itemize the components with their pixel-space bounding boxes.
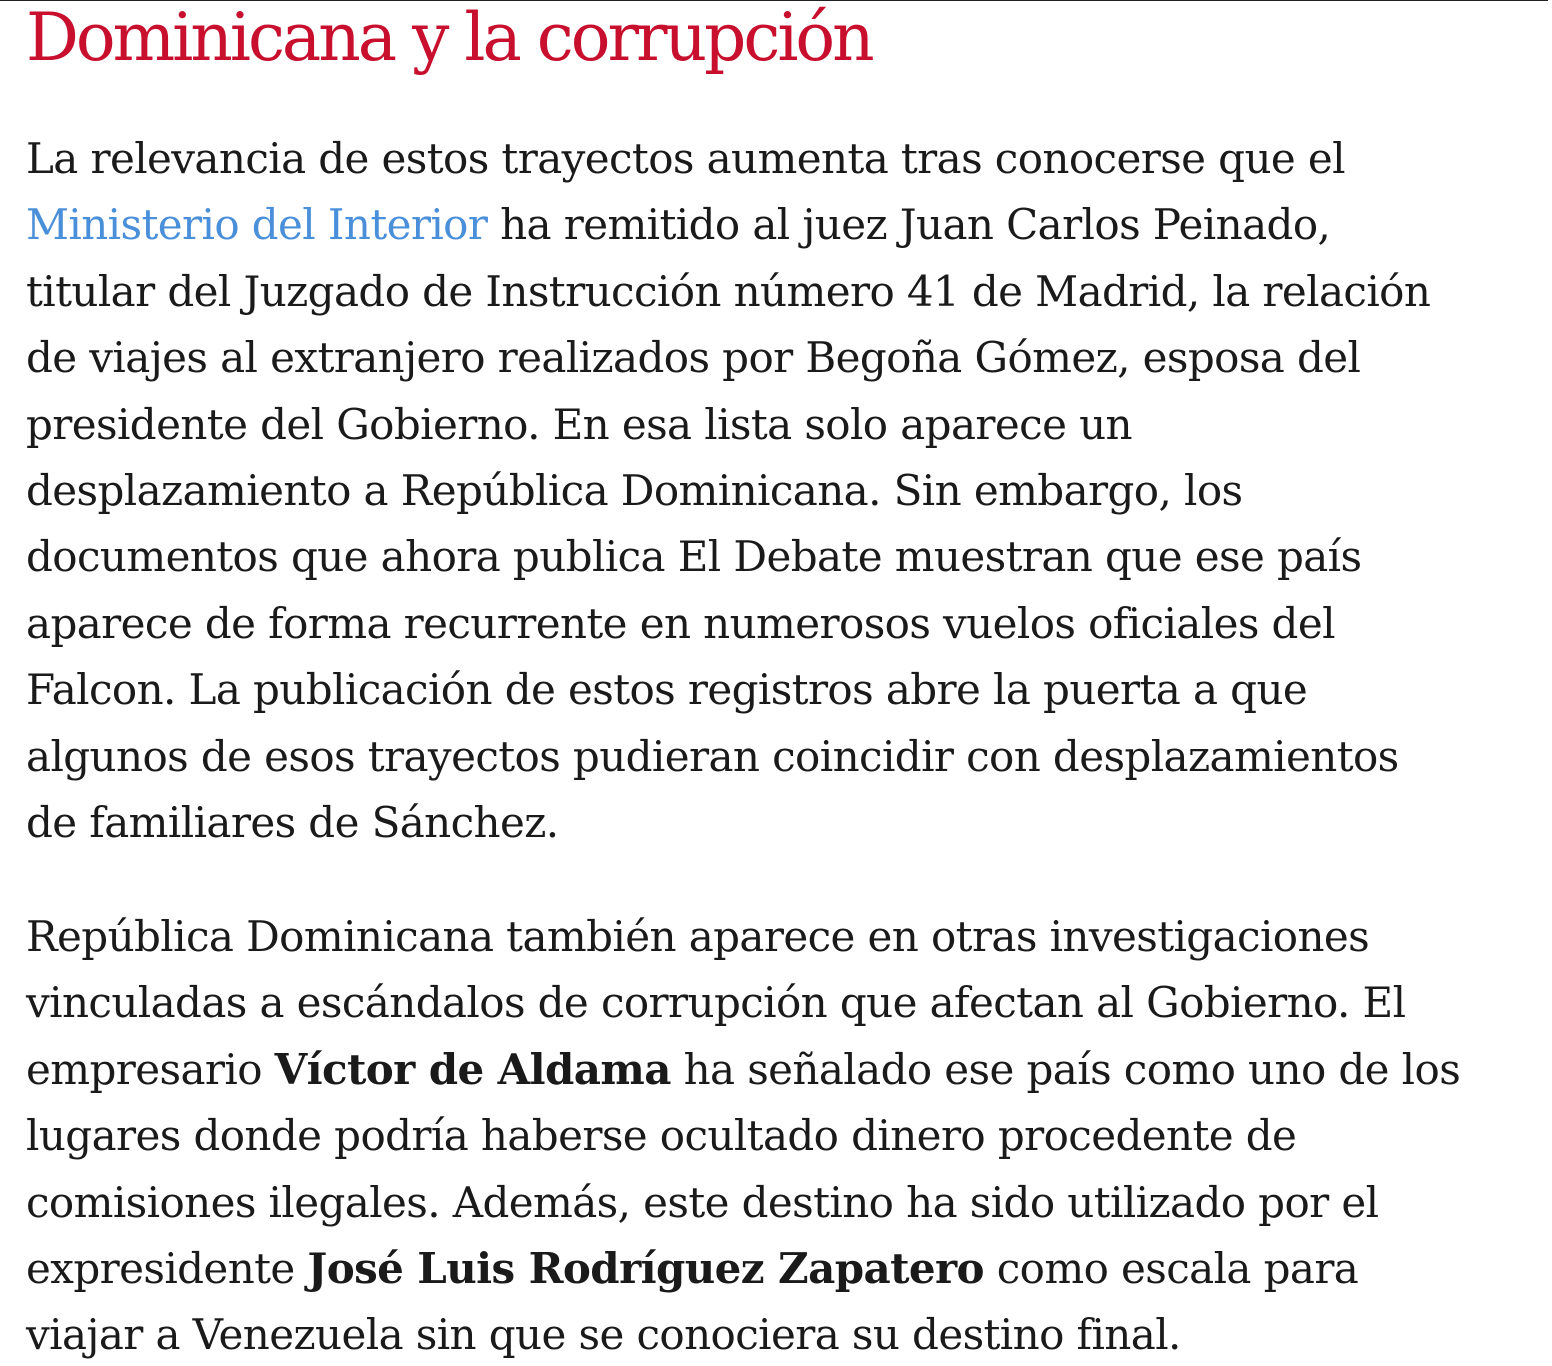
paragraph-line: desplazamiento a República Dominicana. Sin embargo, los	[26, 465, 1243, 515]
paragraph-text: expresidente	[26, 1243, 308, 1293]
paragraph-line: La relevancia de estos trayectos aumenta tras conocerse que el	[26, 134, 1345, 183]
paragraph-text: ha señalado ese país como uno de los	[670, 1044, 1461, 1094]
paragraph-line: algunos de esos trayectos pudieran coincidir con desplazamientos	[26, 731, 1399, 781]
paragraph-text: ha remitido al juez Juan Carlos Peinado,	[487, 200, 1331, 250]
paragraph-line: de viajes al extranjero realizados por Begoña Gómez, esposa del	[26, 333, 1361, 383]
paragraph-line: comisiones ilegales. Además, este destino ha sido utilizado por el	[26, 1177, 1379, 1227]
paragraph-text: como escala para	[983, 1243, 1359, 1293]
paragraph-line: de familiares de Sánchez.	[26, 797, 559, 847]
bold-name-zapatero: José Luis Rodríguez Zapatero	[307, 1243, 984, 1293]
paragraph-line	[26, 1037, 1552, 1103]
paragraph-line	[26, 1236, 1552, 1302]
paragraph-line: viajar a Venezuela sin que se conociera su destino final.	[26, 1310, 1181, 1360]
paragraph-1	[26, 126, 1552, 856]
paragraph-line	[26, 192, 1552, 258]
paragraph-line: documentos que ahora publica El Debate muestran que ese país	[26, 532, 1362, 582]
paragraph-text: empresario	[26, 1044, 275, 1094]
paragraph-line: lugares donde podría haberse ocultado dinero procedente de	[26, 1111, 1297, 1161]
ministerio-interior-link[interactable]: Ministerio del Interior	[26, 200, 488, 250]
paragraph-line: aparece de forma recurrente en numerosos vuelos oficiales del	[26, 598, 1335, 648]
paragraph-line: vinculadas a escándalos de corrupción que afectan al Gobierno. El	[26, 978, 1406, 1028]
paragraph-line: Falcon. La publicación de estos registros abre la puerta a que	[26, 665, 1308, 715]
paragraph-line: presidente del Gobierno. En esa lista solo aparece un	[26, 399, 1132, 449]
section-heading: Dominicana y la corrupción	[26, 0, 872, 76]
paragraph-line: titular del Juzgado de Instrucción número 41 de Madrid, la relación	[26, 266, 1431, 316]
paragraph-2	[26, 904, 1552, 1366]
bold-name-aldama: Víctor de Aldama	[274, 1044, 671, 1094]
paragraph-line: República Dominicana también aparece en otras investigaciones	[26, 912, 1370, 961]
